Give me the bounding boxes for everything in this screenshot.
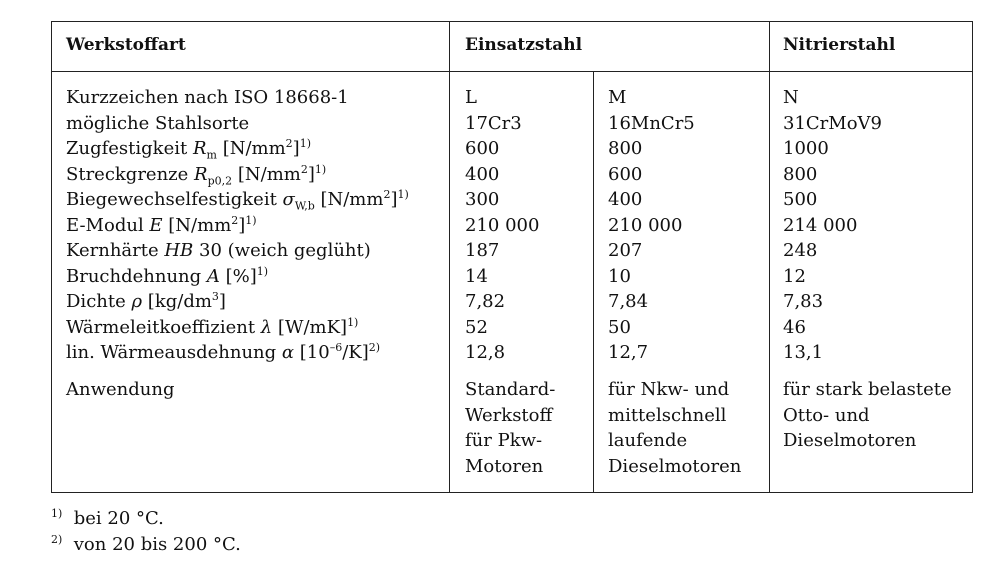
cell-N: N [783,87,799,108]
label-text: /K] [342,342,369,363]
symbol: HB [164,240,194,261]
footnote-ref: 1) [256,264,269,278]
label-text: Kernhärte [66,240,165,261]
footnote-1 [51,508,164,529]
subscript: p0,2 [207,174,233,188]
label-text: Streckgrenze [66,163,195,185]
symbol: λ [260,316,273,338]
cell-L: L [465,87,477,108]
property-label [66,85,409,111]
column-N-values [783,85,882,366]
label-text: Biegewechselfestigkeit [66,189,283,210]
symbol: E [149,214,163,236]
cell-N: 1000 [783,138,829,159]
footnote-ref: 1) [397,188,409,201]
label-text: [N/mm [216,138,286,159]
application-label: Anwendung [66,379,175,400]
label-text: Zugfestigkeit [66,138,193,159]
cell-M: 207 [608,240,643,261]
property-label [66,315,409,341]
cell-L: 210 000 [465,214,540,236]
footnote-2 [51,534,241,555]
label-text: ] [307,163,315,185]
property-label [66,238,409,264]
column-divider-1 [449,22,450,492]
symbol: R [192,138,207,159]
label-text: [W/mK] [272,316,348,338]
label-text: Wärmeleitkoeffizient [66,316,261,338]
column-divider-3 [769,22,770,492]
cell-L: 52 [465,316,488,338]
property-label [66,187,409,213]
symbol: σ [282,189,295,210]
cell-L: 12,8 [465,342,506,363]
cell-M: 16MnCr5 [608,112,695,134]
symbol: A [206,265,220,287]
property-label [66,111,409,137]
header-einsatzstahl: Einsatzstahl [465,35,583,55]
property-label [66,162,409,188]
cell-L: 7,82 [465,291,506,312]
cell-M: 210 000 [608,214,683,236]
column-L-values [465,85,539,366]
subscript: m [206,148,217,162]
cell-M: 600 [608,163,643,185]
cell-M: 400 [608,189,643,210]
label-text: mögliche Stahlsorte [66,112,250,134]
superscript: 3 [211,290,219,303]
superscript: 2 [231,213,239,227]
application-N: für stark belastete Otto- und Dieselmotoren [783,379,952,451]
column-divider-2 [593,71,594,492]
label-text: Dichte [66,291,132,312]
application-L: Standard- Werkstoff für Pkw- Motoren [465,379,556,477]
superscript: 2 [285,137,293,150]
label-text: Bruchdehnung [66,265,207,287]
label-text: ] [218,291,226,312]
cell-M: 12,7 [608,342,649,363]
label-text: ] [238,214,246,236]
application-M: für Nkw- und mittelschnell laufende Dieselmotoren [608,379,742,477]
cell-L: 14 [465,265,488,287]
label-text: 30 (weich geglüht) [193,240,371,261]
superscript: 2 [300,162,308,176]
header-nitrierstahl: Nitrierstahl [783,35,896,55]
property-label [66,289,409,315]
label-text: lin. Wärmeausdehnung [66,342,282,363]
footnote-1-text: bei 20 °C. [73,508,164,529]
cell-L: 300 [465,189,500,210]
footnote-ref: 1) [299,137,311,150]
label-text: E-Modul [66,214,150,236]
symbol: R [194,163,208,185]
property-label [66,136,409,162]
label-text: ] [390,189,398,210]
cell-N: 12 [783,265,806,287]
property-label [66,264,409,290]
footnote-ref: 1) [245,213,257,227]
cell-M: 50 [608,316,631,338]
label-text: [10 [294,342,330,363]
cell-N: 13,1 [783,342,824,363]
cell-L: 400 [465,163,500,185]
label-text: [N/mm [314,189,384,210]
subscript: W,b [294,199,315,213]
footnote-1-mark: 1) [51,507,63,520]
cell-M: M [608,87,627,108]
cell-N: 800 [783,163,818,185]
superscript: 2 [383,188,391,201]
cell-L: 187 [465,240,500,261]
property-labels [66,85,409,366]
label-text: Kurzzeichen nach ISO 18668-1 [66,87,349,108]
footnote-ref: 2) [368,341,381,354]
footnote-ref: 1) [347,315,359,329]
material-table [51,21,973,493]
property-label [66,213,409,239]
cell-M: 10 [608,265,631,287]
cell-N: 46 [783,316,806,338]
cell-N: 214 000 [783,214,858,236]
superscript: –6 [329,341,343,354]
cell-L: 17Cr3 [465,112,522,134]
label-text: [kg/dm [142,291,212,312]
cell-N: 31CrMoV9 [783,112,882,134]
header-werkstoffart: Werkstoffart [66,35,186,55]
cell-N: 248 [783,240,818,261]
label-text: ] [292,138,300,159]
column-M-values [608,85,695,366]
cell-M: 7,84 [608,291,649,312]
cell-M: 800 [608,138,643,159]
cell-N: 500 [783,189,818,210]
footnote-ref: 1) [314,162,327,176]
cell-L: 600 [465,138,500,159]
footnote-2-text: von 20 bis 200 °C. [73,534,241,555]
header-divider [52,71,972,72]
footnote-2-mark: 2) [51,533,63,546]
symbol: α [281,342,295,363]
label-text: [N/mm [232,163,301,185]
symbol: ρ [131,291,143,312]
label-text: [N/mm [162,214,232,236]
label-text: [%] [219,265,257,287]
cell-N: 7,83 [783,291,824,312]
property-label [66,340,409,366]
